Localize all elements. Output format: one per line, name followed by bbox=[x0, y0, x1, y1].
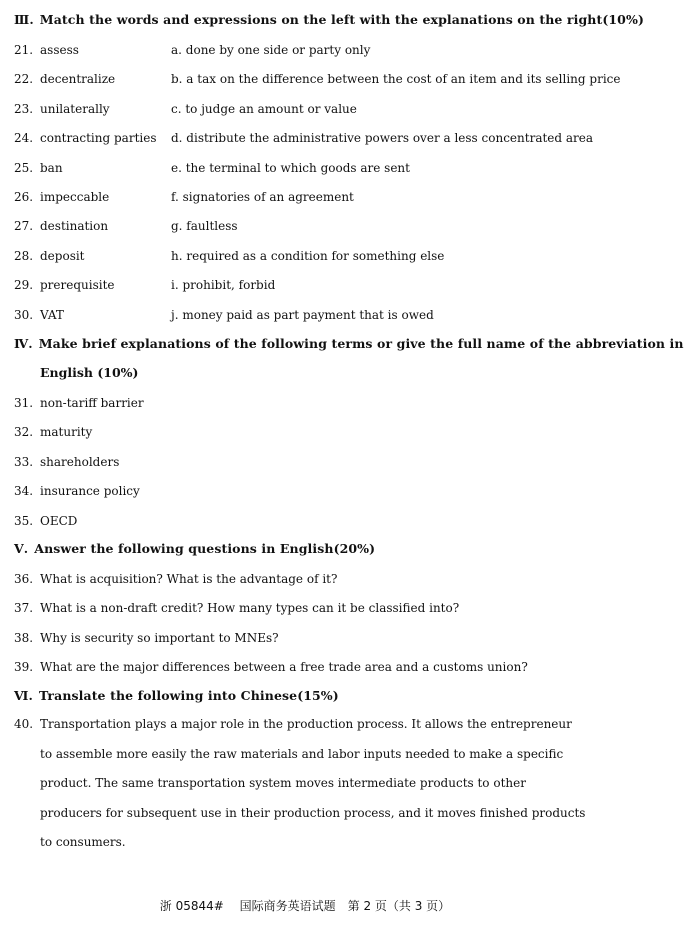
match-term: assess bbox=[40, 43, 79, 57]
match-explanation: h. required as a condition for something else bbox=[171, 248, 445, 263]
match-term: VAT bbox=[40, 307, 64, 322]
match-term: deposit bbox=[40, 248, 85, 263]
question-number: 24. bbox=[14, 131, 34, 146]
match-term: unilaterally bbox=[40, 101, 110, 116]
question-number: 21. bbox=[14, 43, 34, 57]
term-row bbox=[14, 453, 119, 471]
question-number: 33. bbox=[14, 454, 34, 469]
section-6-title: Translate the following into Chinese(15%) bbox=[38, 688, 339, 703]
section-3-heading bbox=[14, 12, 644, 27]
match-explanation: i. prohibit, forbid bbox=[171, 278, 276, 293]
question-number: 25. bbox=[14, 160, 34, 175]
section-3-number: Ⅲ. bbox=[14, 12, 34, 27]
question-row bbox=[14, 629, 279, 647]
match-term: decentralize bbox=[40, 72, 116, 87]
section-5-heading bbox=[14, 541, 375, 556]
section-4-title-line2: English (10%) bbox=[40, 365, 139, 380]
question-row bbox=[14, 570, 337, 588]
question-number: 37. bbox=[14, 601, 34, 616]
term-text: maturity bbox=[40, 425, 93, 440]
page-footer: 浙 05844# 国际商务英语试题 第 2 页（共 3 页） bbox=[159, 899, 451, 913]
question-text: What is acquisition? What is the advantage of it? bbox=[40, 572, 338, 586]
question-text: What is a non-draft credit? How many types can it be classified into? bbox=[40, 601, 460, 616]
match-explanation: c. to judge an amount or value bbox=[171, 101, 357, 116]
question-number: 30. bbox=[14, 307, 34, 322]
passage-line: producers for subsequent use in their production process, and it moves finished products bbox=[40, 805, 586, 820]
match-row bbox=[14, 70, 621, 88]
match-term: impeccable bbox=[40, 190, 110, 204]
section-6-heading bbox=[14, 688, 339, 703]
passage-line: product. The same transportation system moves intermediate products to other bbox=[40, 776, 526, 790]
match-row bbox=[14, 276, 604, 294]
question-number: 27. bbox=[14, 219, 34, 234]
match-explanation: e. the terminal to which goods are sent bbox=[171, 160, 410, 175]
section-5-number: Ⅴ. bbox=[14, 541, 29, 556]
question-number: 28. bbox=[14, 248, 34, 263]
match-row bbox=[14, 159, 604, 177]
match-term: prerequisite bbox=[40, 278, 115, 293]
term-text: OECD bbox=[40, 513, 78, 528]
question-number: 34. bbox=[14, 484, 34, 499]
match-row bbox=[14, 247, 604, 265]
question-number: 31. bbox=[14, 396, 34, 410]
question-number: 36. bbox=[14, 572, 34, 586]
question-number: 32. bbox=[14, 425, 34, 440]
term-text: shareholders bbox=[40, 454, 120, 469]
term-text: non-tariff barrier bbox=[40, 396, 144, 410]
match-term: destination bbox=[40, 219, 109, 234]
match-explanation: g. faultless bbox=[171, 219, 238, 234]
match-row bbox=[14, 129, 604, 147]
match-row bbox=[14, 188, 604, 206]
match-term: ban bbox=[40, 160, 63, 175]
section-6-number: Ⅵ. bbox=[14, 688, 33, 703]
section-4-number: Ⅳ. bbox=[14, 336, 33, 351]
term-row bbox=[14, 512, 77, 530]
question-number: 39. bbox=[14, 660, 34, 675]
question-40-passage bbox=[40, 710, 596, 858]
question-row bbox=[14, 599, 459, 617]
match-row bbox=[14, 100, 604, 118]
match-explanation: b. a tax on the difference between the cost of an item and its selling price bbox=[171, 72, 621, 87]
match-term: contracting parties bbox=[40, 131, 157, 146]
section-4-title-line1: Make brief explanations of the following terms or give the full name of the abbreviation in bbox=[38, 336, 684, 351]
match-explanation: j. money paid as part payment that is owed bbox=[171, 307, 434, 322]
question-row bbox=[14, 658, 528, 676]
question-number: 23. bbox=[14, 101, 34, 116]
passage-line: Transportation plays a major role in the production process. It allows the entrepreneur bbox=[40, 717, 572, 731]
question-number: 29. bbox=[14, 278, 34, 293]
term-row bbox=[14, 394, 144, 412]
section-4-heading bbox=[14, 336, 684, 351]
question-number: 35. bbox=[14, 513, 34, 528]
passage-line: to consumers. bbox=[40, 835, 126, 849]
question-40-number: 40. bbox=[14, 717, 34, 731]
match-row bbox=[14, 41, 604, 59]
match-explanation: f. signatories of an agreement bbox=[171, 190, 354, 204]
question-number: 22. bbox=[14, 72, 34, 87]
section-3-title: Match the words and expressions on the left with the explanations on the right(10%) bbox=[39, 12, 644, 27]
match-row bbox=[14, 306, 604, 324]
term-row bbox=[14, 423, 92, 441]
term-text: insurance policy bbox=[40, 484, 140, 499]
question-number: 38. bbox=[14, 630, 34, 645]
question-number: 26. bbox=[14, 190, 34, 204]
question-text: Why is security so important to MNEs? bbox=[40, 630, 279, 645]
match-explanation: d. distribute the administrative powers over a less concentrated area bbox=[171, 131, 594, 146]
term-row bbox=[14, 482, 140, 500]
section-5-title: Answer the following questions in English(20%) bbox=[34, 541, 376, 556]
match-explanation: a. done by one side or party only bbox=[171, 43, 371, 57]
match-row bbox=[14, 217, 604, 235]
question-text: What are the major differences between a free trade area and a customs union? bbox=[40, 660, 528, 675]
passage-line: to assemble more easily the raw materials and labor inputs needed to make a specific bbox=[40, 746, 564, 761]
